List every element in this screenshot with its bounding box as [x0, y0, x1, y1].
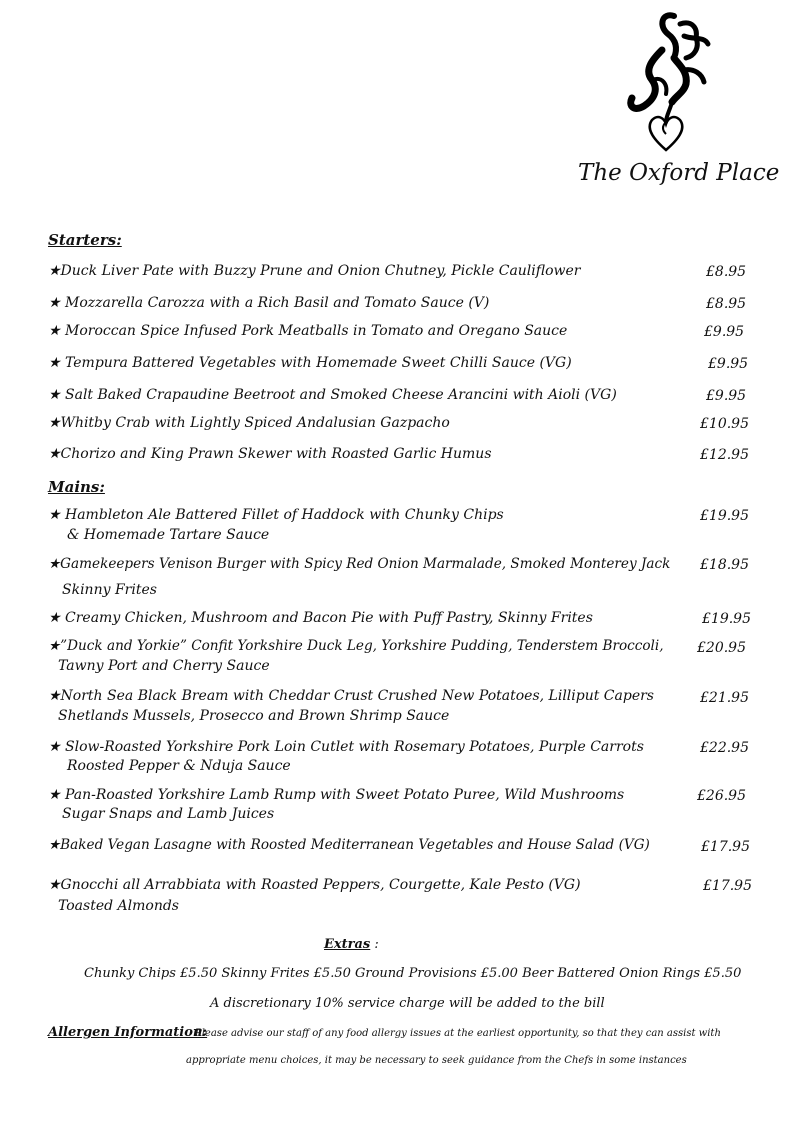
item-price: £20.95: [697, 640, 746, 656]
menu-item-continued: Skinny Frites: [62, 582, 157, 598]
item-price: £26.95: [697, 788, 746, 804]
item-price: £21.95: [700, 690, 749, 706]
service-charge-note: A discretionary 10% service charge will be added to the bill: [210, 996, 605, 1011]
menu-item-continued: Sugar Snaps and Lamb Juices: [62, 806, 275, 822]
item-price: £12.95: [700, 447, 749, 463]
menu-item-continued: Shetlands Mussels, Prosecco and Brown Shrimp Sauce: [58, 708, 450, 724]
menu-item: ★Gamekeepers Venison Burger with Spicy Red Onion Marmalade, Smoked Monterey Jack: [48, 556, 671, 572]
menu-item-continued: Toasted Almonds: [58, 898, 179, 914]
item-price: £19.95: [700, 508, 749, 524]
menu-item: ★”Duck and Yorkie” Confit Yorkshire Duck Leg, Yorkshire Pudding, Tenderstem Broccoli,: [48, 638, 664, 654]
allergen-text: Please advise our staff of any food allergy issues at the earliest opportunity, so that they can assist with: [195, 1028, 721, 1039]
menu-item: ★ Tempura Battered Vegetables with Homemade Sweet Chilli Sauce (VG): [48, 355, 572, 371]
menu-item: ★ Creamy Chicken, Mushroom and Bacon Pie with Puff Pastry, Skinny Frites: [48, 610, 593, 626]
extras-list: Chunky Chips £5.50 Skinny Frites £5.50 Ground Provisions £5.00 Beer Battered Onion Rings £5.50: [84, 966, 742, 981]
item-price: £18.95: [700, 557, 749, 573]
menu-item: ★ Pan-Roasted Yorkshire Lamb Rump with Sweet Potato Puree, Wild Mushrooms: [48, 787, 625, 803]
item-price: £19.95: [702, 611, 751, 627]
extras-heading: [324, 937, 379, 952]
menu-item: ★North Sea Black Bream with Cheddar Crust Crushed New Potatoes, Lilliput Capers: [48, 688, 654, 704]
menu-item: ★Baked Vegan Lasagne with Roosted Mediterranean Vegetables and House Salad (VG): [48, 837, 650, 853]
restaurant-name: The Oxford Place: [578, 160, 780, 186]
item-price: £8.95: [706, 296, 747, 312]
item-price: £8.95: [706, 264, 747, 280]
stag-heart-logo-icon: [622, 10, 712, 152]
menu-item: ★ Hambleton Ale Battered Fillet of Haddock with Chunky Chips: [48, 507, 504, 523]
menu-item: ★ Mozzarella Carozza with a Rich Basil and Tomato Sauce (V): [48, 295, 490, 311]
menu-item: ★Gnocchi all Arrabbiata with Roasted Peppers, Courgette, Kale Pesto (VG): [48, 877, 581, 893]
item-price: £17.95: [703, 878, 752, 894]
menu-item-continued: Tawny Port and Cherry Sauce: [58, 658, 270, 674]
item-price: £10.95: [700, 416, 749, 432]
menu-item-continued: & Homemade Tartare Sauce: [67, 527, 270, 543]
menu-item: ★Whitby Crab with Lightly Spiced Andalusian Gazpacho: [48, 415, 450, 431]
item-price: £22.95: [700, 740, 749, 756]
menu-item: ★ Slow-Roasted Yorkshire Pork Loin Cutlet with Rosemary Potatoes, Purple Carrots: [48, 739, 644, 755]
allergen-text-continued: appropriate menu choices, it may be necessary to seek guidance from the Chefs in some instances: [186, 1055, 687, 1066]
menu-item: ★ Moroccan Spice Infused Pork Meatballs in Tomato and Oregano Sauce: [48, 323, 568, 339]
mains-heading: Mains:: [48, 478, 105, 496]
starters-heading: Starters:: [48, 231, 122, 249]
item-price: £17.95: [701, 839, 750, 855]
extras-title-suffix: :: [370, 937, 379, 952]
extras-title: Extras: [324, 937, 371, 952]
item-price: £9.95: [704, 324, 745, 340]
item-price: £9.95: [708, 356, 749, 372]
menu-item-continued: Roosted Pepper & Nduja Sauce: [67, 758, 291, 774]
menu-item: ★Chorizo and King Prawn Skewer with Roasted Garlic Humus: [48, 446, 492, 462]
menu-item: ★Duck Liver Pate with Buzzy Prune and Onion Chutney, Pickle Cauliflower: [48, 263, 581, 279]
allergen-heading: Allergen Information:: [48, 1025, 208, 1040]
item-price: £9.95: [706, 388, 747, 404]
menu-item: ★ Salt Baked Crapaudine Beetroot and Smoked Cheese Arancini with Aioli (VG): [48, 387, 617, 403]
